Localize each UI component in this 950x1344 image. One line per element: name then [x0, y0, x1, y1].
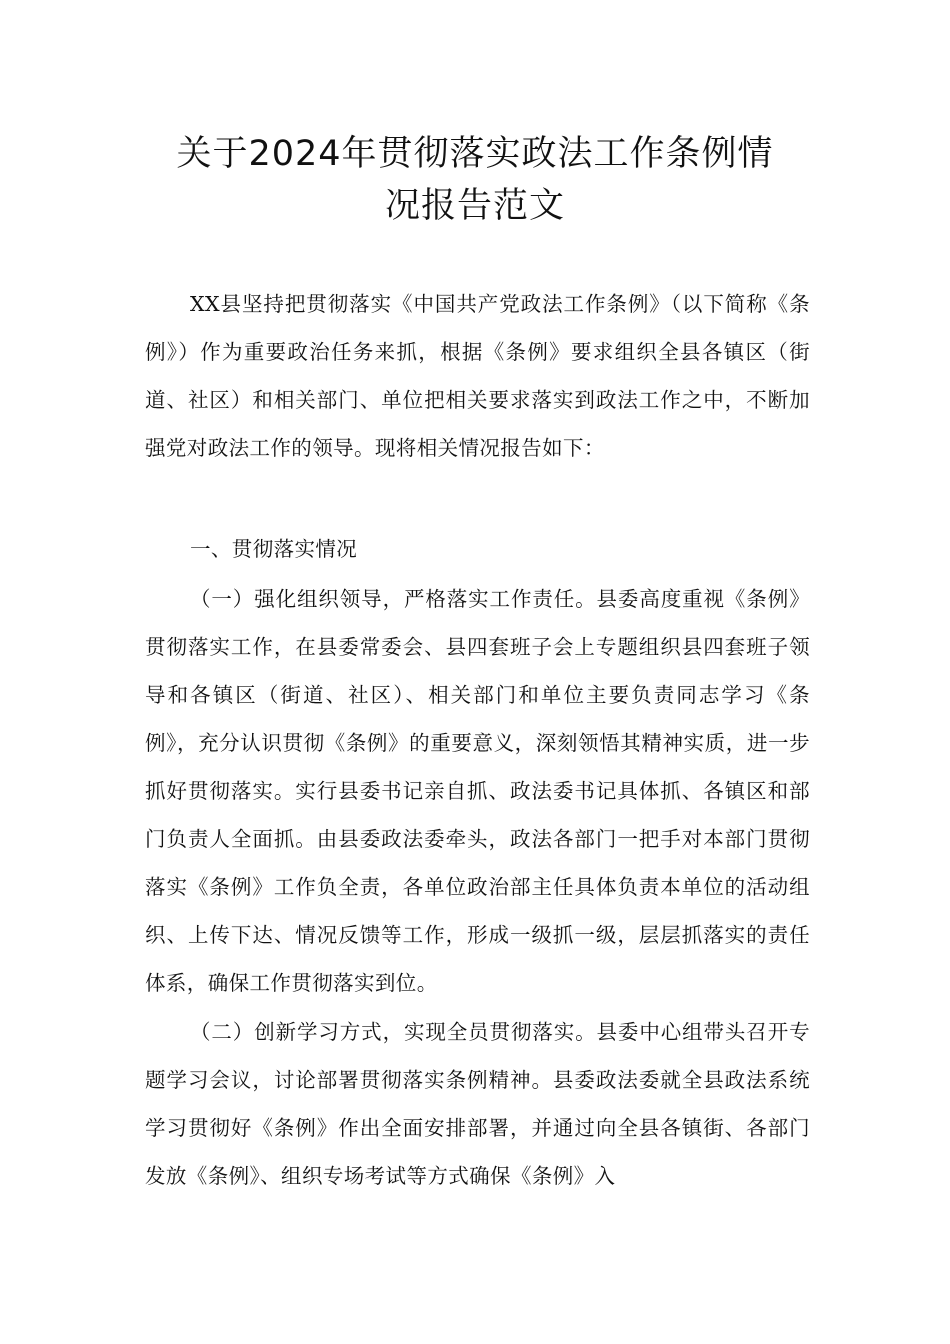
document-title-line-1: 关于2024年贯彻落实政法工作条例情 — [176, 134, 774, 174]
section-1-paragraph-1: （一）强化组织领导，严格落实工作责任。县委高度重视《条例》贯彻落实工作，在县委常委会、县四套班子会上专题组织县四套班子领导和各镇区（街道、社区）、相关部门和单位主要负责同志学习《条例》，充分认识贯彻《条例》的重要意义，深刻领悟其精神实质，进一步抓好贯彻落实。实行县委书记亲自抓、政法委书记具体抓、各镇区和部门负责人全面抓。由县委政法委牵头，政法各部门一把手对本部门贯彻落实《条例》工作负全责，各单位政治部主任具体负责本单位的活动组织、上传下达、情况反馈等工作，形成一级抓一级，层层抓落实的责任体系，确保工作贯彻落实到位。 — [145, 587, 810, 995]
intro-paragraph: XX县坚持把贯彻落实《中国共产党政法工作条例》（以下简称《条例》）作为重要政治任务来抓，根据《条例》要求组织全县各镇区（街道、社区）和相关部门、单位把相关要求落实到政法工作之中，不断加强党对政法工作的领导。现将相关情况报告如下： — [145, 292, 810, 460]
section-1-heading: 一、贯彻落实情况 — [190, 537, 358, 561]
section-1-paragraph-2: （二）创新学习方式，实现全员贯彻落实。县委中心组带头召开专题学习会议，讨论部署贯彻落实条例精神。县委政法委就全县政法系统学习贯彻好《条例》作出全面安排部署，并通过向全县各镇街、各部门发放《条例》、组织专场考试等方式确保《条例》入 — [145, 1020, 810, 1188]
document-title-line-2: 况报告范文 — [384, 186, 565, 226]
